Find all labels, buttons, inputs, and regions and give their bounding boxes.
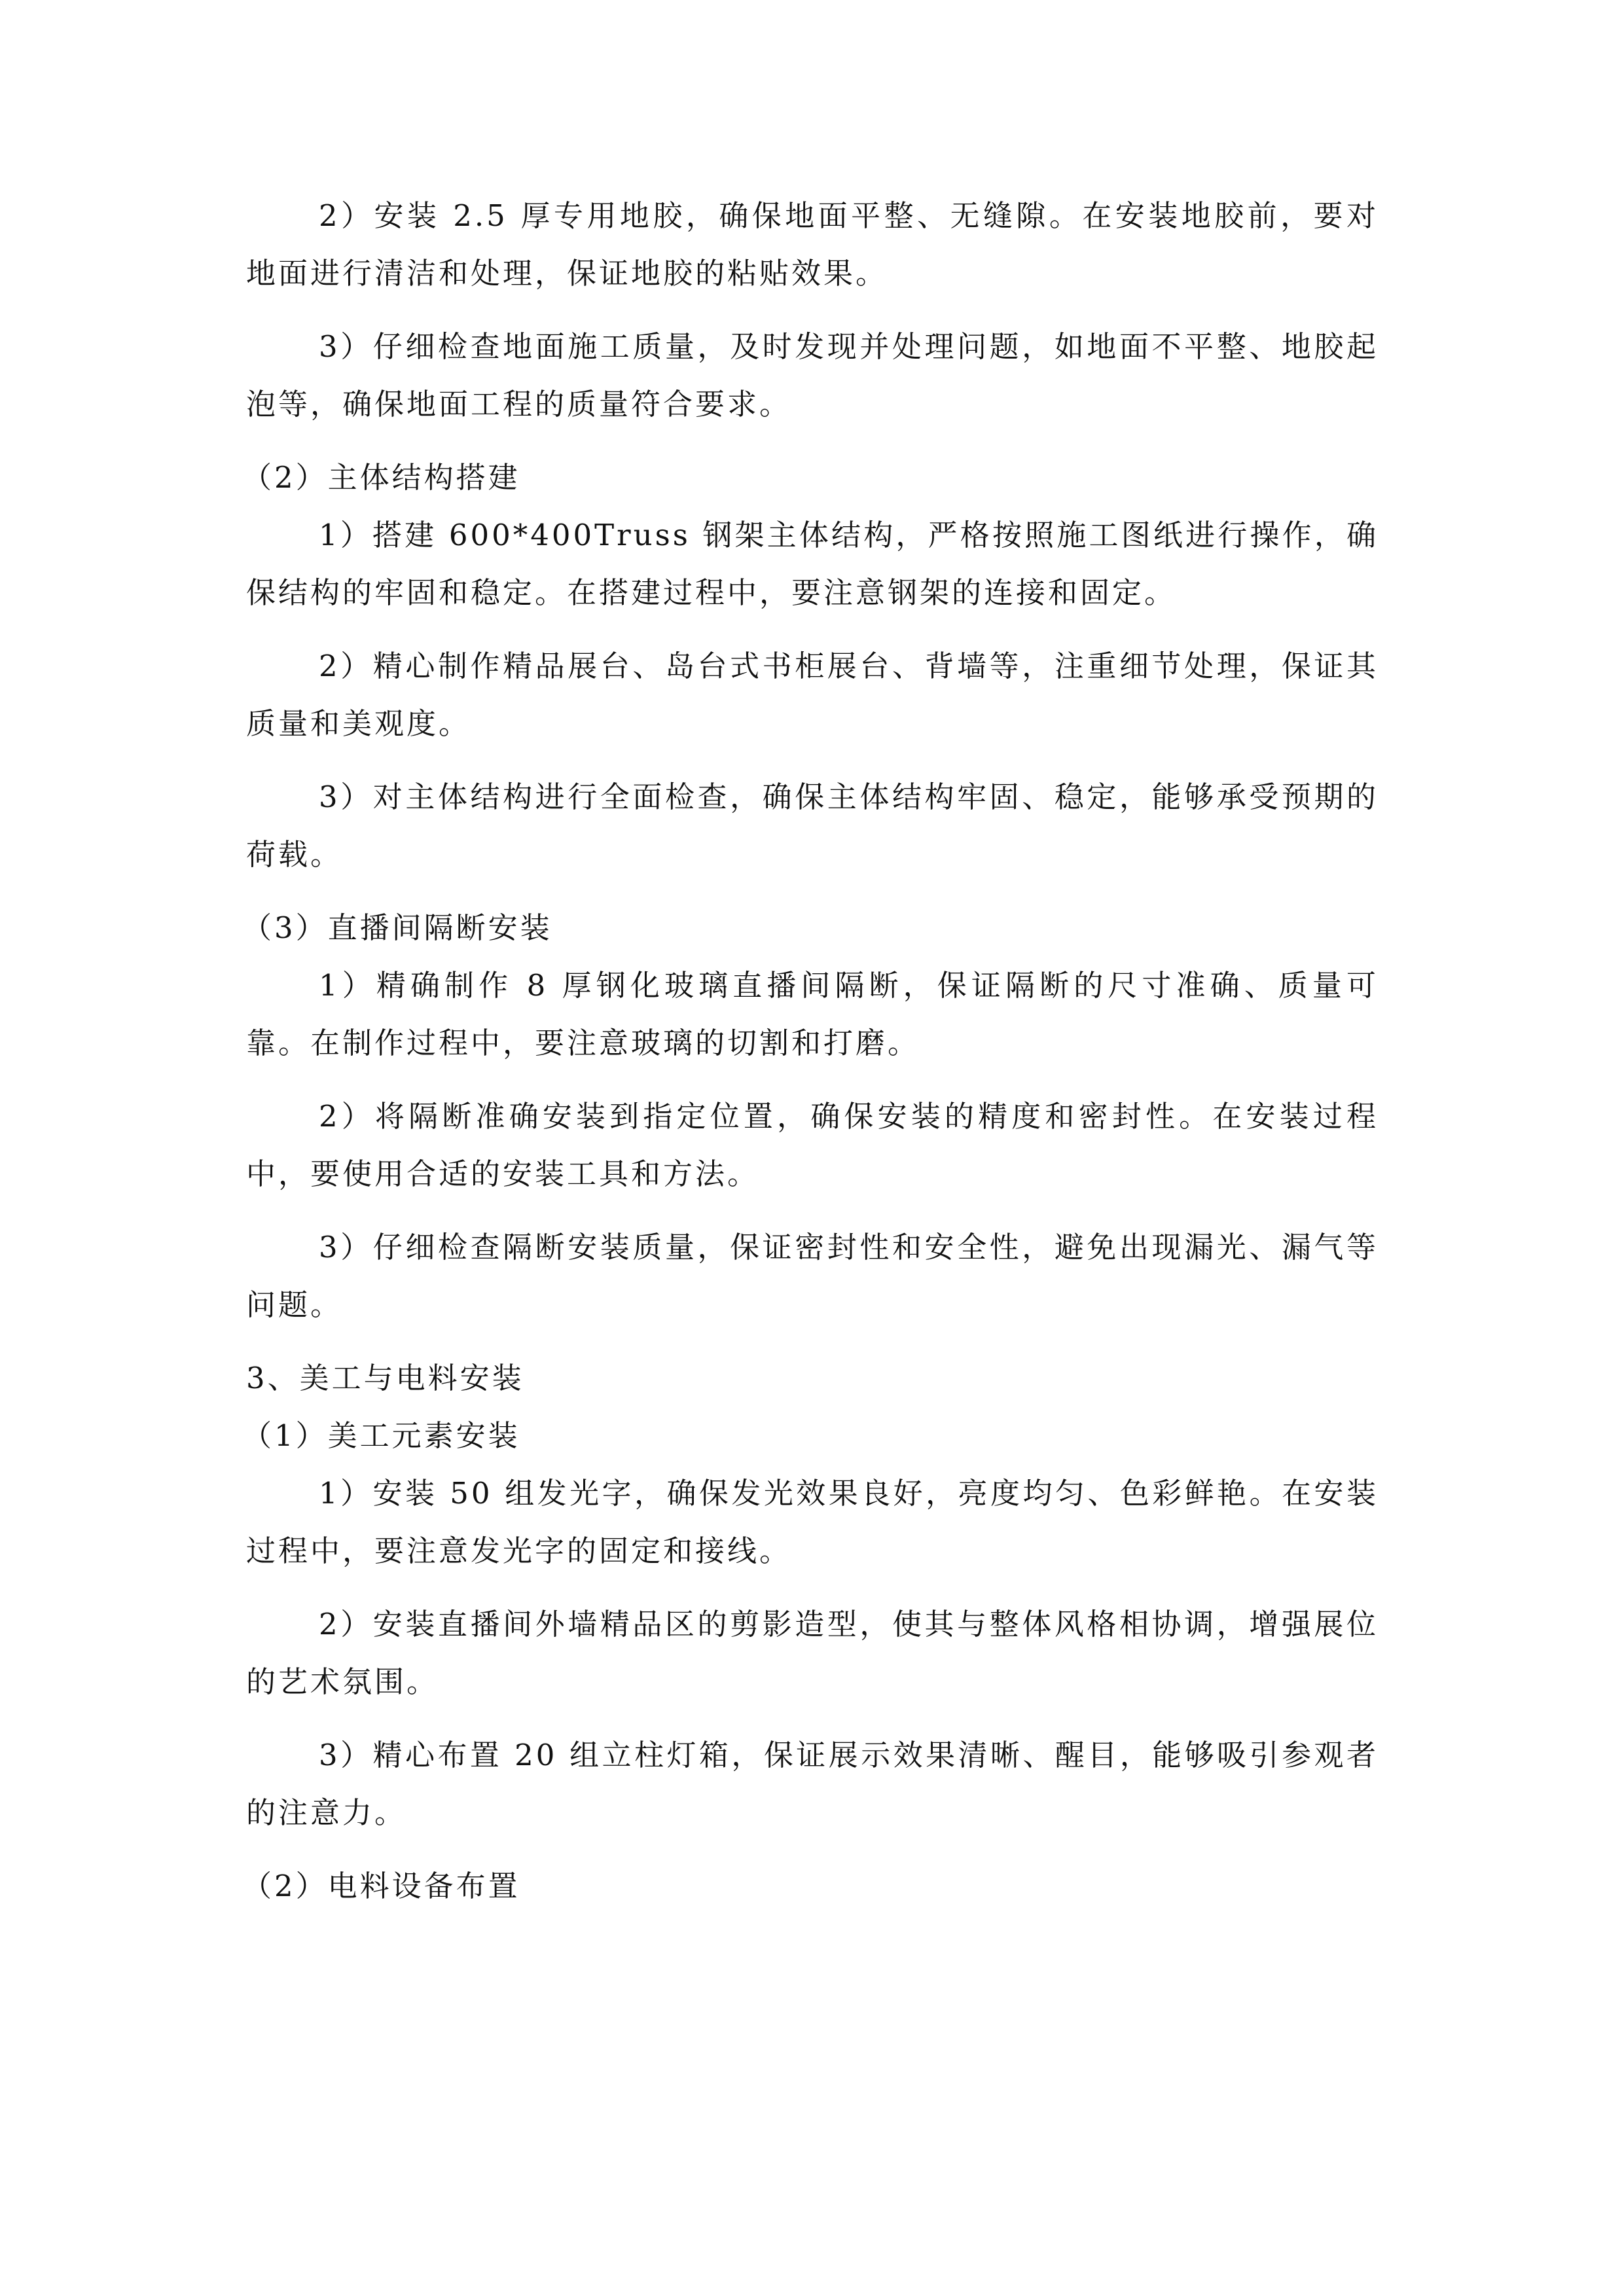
- paragraph-light-boxes: 3）精心布置 20 组立柱灯箱，保证展示效果清晰、醒目，能够吸引参观者的注意力。: [246, 1738, 1379, 1830]
- paragraph-structure-check: 3）对主体结构进行全面检查，确保主体结构牢固、稳定，能够承受预期的荷载。: [246, 780, 1379, 872]
- paragraph-partition-install: 2）将隔断准确安装到指定位置，确保安装的精度和密封性。在安装过程中，要使用合适的安装工具和方法。: [246, 1099, 1379, 1191]
- paragraph-floor-glue: 2）安装 2.5 厚专用地胶，确保地面平整、无缝隙。在安装地胶前，要对地面进行清洁和处理，保证地胶的粘贴效果。: [246, 198, 1379, 291]
- section-heading-main-structure: （2）主体结构搭建: [242, 460, 520, 495]
- section-heading-electrical-layout: （2）电料设备布置: [242, 1869, 520, 1903]
- section-heading-art-electrical: 3、美工与电料安装: [246, 1361, 524, 1395]
- paragraph-partition-check: 3）仔细检查隔断安装质量，保证密封性和安全性，避免出现漏光、漏气等问题。: [246, 1230, 1379, 1322]
- section-heading-partition: （3）直播间隔断安装: [242, 910, 552, 945]
- paragraph-silhouette: 2）安装直播间外墙精品区的剪影造型，使其与整体风格相协调，增强展位的艺术氛围。: [246, 1607, 1379, 1699]
- paragraph-floor-inspection: 3）仔细检查地面施工质量，及时发现并处理问题，如地面不平整、地胶起泡等，确保地面工程的质量符合要求。: [246, 329, 1379, 422]
- paragraph-luminous-letters: 1）安装 50 组发光字，确保发光效果良好，亮度均匀、色彩鲜艳。在安装过程中，要注意发光字的固定和接线。: [246, 1476, 1379, 1568]
- section-heading-art-elements: （1）美工元素安装: [242, 1418, 520, 1453]
- document-body: [242, 187, 1379, 1915]
- paragraph-display-stands: 2）精心制作精品展台、岛台式书柜展台、背墙等，注重细节处理，保证其质量和美观度。: [246, 649, 1379, 741]
- paragraph-glass-partition: 1）精确制作 8 厚钢化玻璃直播间隔断，保证隔断的尺寸准确、质量可靠。在制作过程中，要注意玻璃的切割和打磨。: [246, 968, 1379, 1060]
- paragraph-truss-structure: 1）搭建 600*400Truss 钢架主体结构，严格按照施工图纸进行操作，确保结构的牢固和稳定。在搭建过程中，要注意钢架的连接和固定。: [246, 518, 1379, 610]
